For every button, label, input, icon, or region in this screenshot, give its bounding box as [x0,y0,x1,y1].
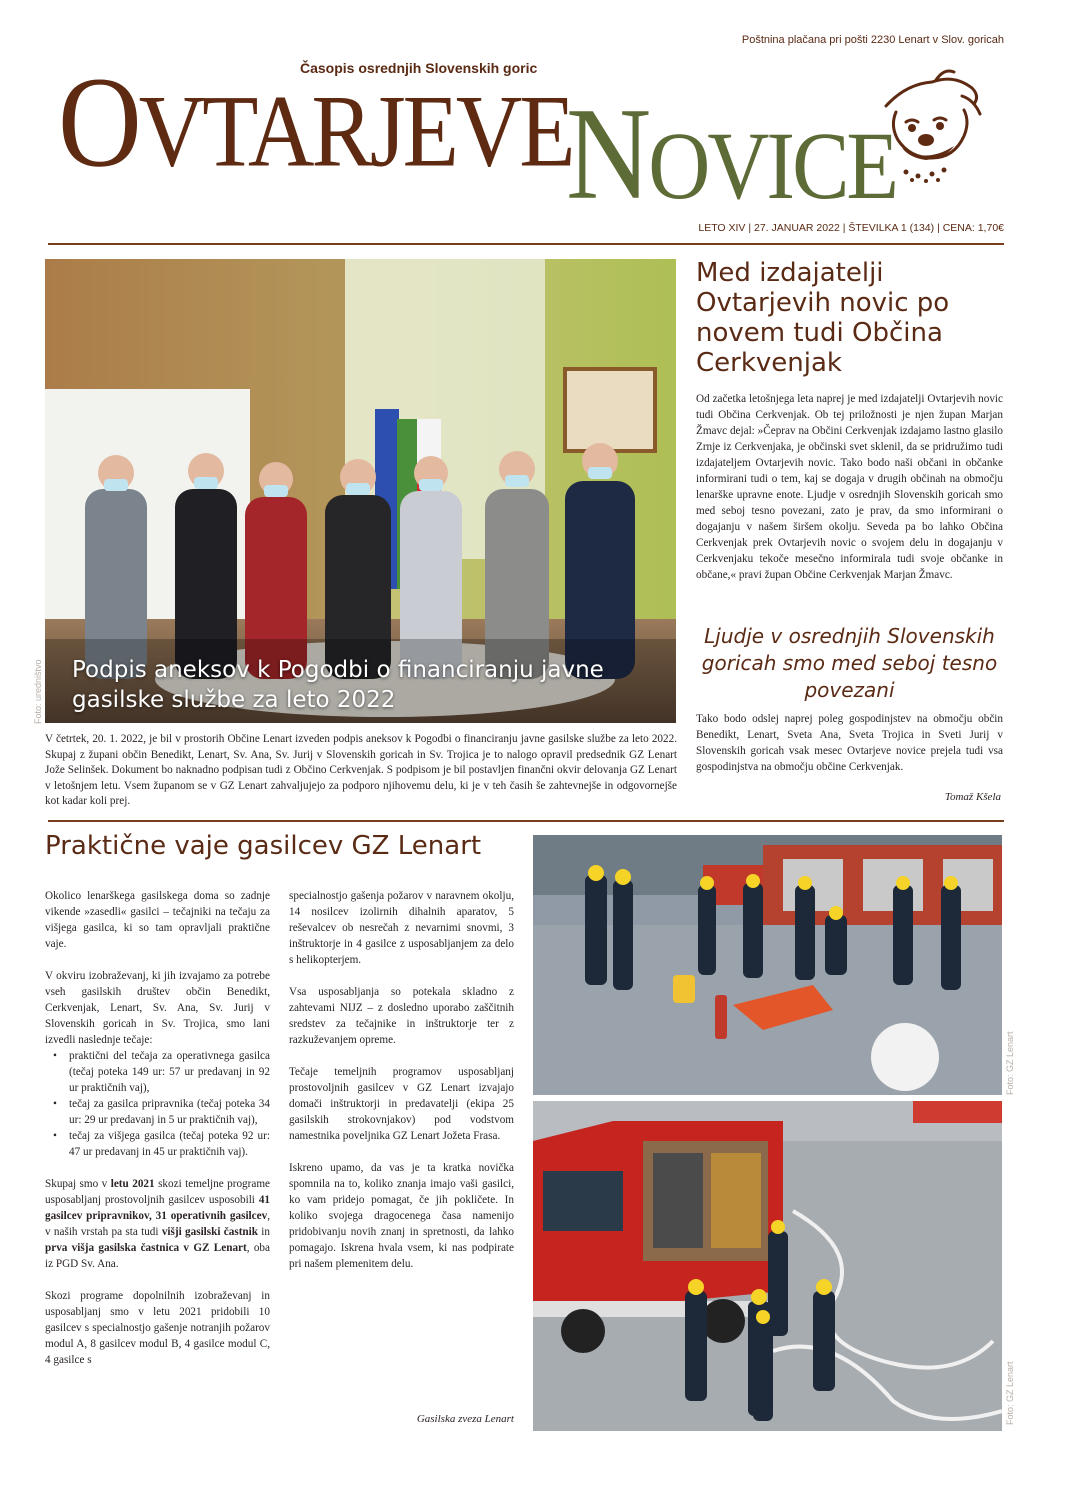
fire-col2-paragraph-2: Vsa usposabljanja so potekala skladno z zahtevami NIJZ – z dosledno uporabo zaščitnih sredstev za tečajnike in inštruktorje ter z razkuževanjem opreme. [289,986,514,1046]
text-run: skozi temeljne programe usposabljanj prostovoljnih gasilcev usposobili [45,1178,271,1206]
list-item: • tečaj za višjega gasilca (tečaj poteka 92 ur: 47 ur predavanj in 45 ur praktičnih vaj). [45,1128,270,1160]
masthead-title-novice [566,80,896,227]
fire-truck-photo [533,1101,1002,1431]
training-photo-credit: Foto: GZ Lenart [1005,1031,1015,1095]
signing-photo [45,259,676,723]
fire-story-column-1 [45,888,270,1384]
fire-story-author: Gasilska zveza Lenart [416,1413,514,1425]
text-run: , v naših vrstah pa sta tudi [45,1210,270,1238]
firefighters-training-icon [533,835,1002,1095]
text-run: in [257,1226,270,1238]
pull-quote: Ljudje v osrednjih Slovenskih goricah smo med seboj tesno povezani [701,624,998,702]
text-run: Skupaj smo v [45,1178,111,1190]
masthead-title-ovtarjeve [58,51,573,195]
fire-story-headline: Praktične vaje gasilcev GZ Lenart [45,831,482,861]
fire-truck-icon [533,1101,1002,1431]
title-rest-ovice: OVICE [648,111,896,220]
course-list [45,1048,270,1160]
list-item: • praktični del tečaja za operativnega gasilca (tečaj poteka 149 ur: 57 ur predavanj in 92 ur praktičnih vaj), [45,1048,270,1096]
text-run-bold: višji gasilski častnik [161,1226,258,1238]
fire-col1-paragraph-2: V okviru izobraževanj, ki jih izvajamo za potrebe vseh gasilskih društev občin Benedikt, Cerkvenjak, Lenart, Sv. Ana, Sv. Jurij v Slovenskih goricah in Sv. Trojica, smo lani izvedli naslednje tečaje: [45,970,270,1046]
fire-story-column-2 [289,888,514,1288]
text-run: , oba iz PGD Sv. Ana. [45,1242,270,1270]
masthead-subtitle: Časopis osrednjih Slovenskih goric [300,60,538,76]
fire-col1-paragraph-3 [45,1176,270,1272]
photo-caption: Podpis aneksov k Pogodbi o financiranju javne gasilske službe za leto 2022 [72,657,604,713]
fire-col1-paragraph-4: Skozi programe dopolnilnih izobraževanj in usposabljanj smo v letu 2021 pridobili 10 gasilcev s specialnostjo gašenje notranjih požarov modul A, 8 gasilcev modul B, 4 gasilce modul C, 4 gasilce s [45,1290,270,1366]
section-divider [48,820,1004,822]
side-story-body: Od začetka letošnjega leta naprej je med izdajatelji Ovtarjevih novic tudi Občina Cerkvenjak. Ob tej priložnosti je njen župan Marjan Žmavc dejal: »Čeprav na Občini Cerkvenjak izdajamo lastno glasilo Zrnje iz Cerkvenjaka, je občinski svet sklenil, da se pridružimo tudi izdajateljem Ovtarjevih novic. Tako bodo naši občani in občanke informirani tudi o tem, kaj se dogaja v drugih občinah na območju lenarške upravne enote. Ljudje v osrednjih Slovenskih goricah smo med seboj tesno povezani, zato je prav, da smo informirani o dogajanju v našem širšem okolju. Seveda pa bo lahko Občina Cerkvenjak prek Ovtarjevih novic o svojem delu in dogajanju v Cerkvenjaku tekoče mesečno informirala tudi svoje občanke in občane,« pravi župan Občine Cerkvenjak Marjan Žmavc. [696,393,1003,581]
fire-col2-paragraph-1: specialnostjo gašenja požarov v naravnem okolju, 14 nosilcev izolirnih dihalnih aparatov, 5 reševalcev ob nesrečah z nevarnimi snovmi, 3 inštruktorje in 4 gasilce z usposabljanjem za delo s helikopterjem. [289,890,514,966]
side-story-author: Tomaž Kšela [944,791,1001,803]
issue-info: LETO XIV | 27. JANUAR 2022 | ŠTEVILKA 1 (134) | CENA: 1,70€ [698,222,1004,234]
side-story-headline: Med izdajatelji Ovtarjevih novic po novem tudi Občina Cerkvenjak [696,258,950,378]
title-initial-o: O [58,51,139,195]
farmer-face-icon [876,66,988,184]
title-initial-n: N [566,80,649,227]
training-photo [533,835,1002,1095]
postage-note: Poštnina plačana pri pošti 2230 Lenart v Slov. goricah [741,34,1004,46]
text-run-bold: letu 2021 [110,1178,155,1190]
text-run-bold: 41 gasilcev pripravnikov, 31 operativnih gasilcev [45,1194,270,1222]
fire-col1-paragraph-1: Okolico lenarškega gasilskega doma so zadnje vikende »zasedli« gasilci – tečajniki na tečaju za višjega gasilca, ki so tam opravljali praktične vaje. [45,890,270,950]
list-item: • tečaj za gasilca pripravnika (tečaj poteka 34 ur: 29 ur predavanj in 5 ur praktičnih vaj), [45,1096,270,1128]
title-rest-vtarjeve: VTARJEVE [138,73,573,188]
masthead-divider [48,243,1004,245]
fire-col2-paragraph-3: Tečaje temeljnih programov usposabljanj prostovoljnih gasilcev v GZ Lenart izvajajo domači inštruktorji in predavatelji (ekipa 25 gasilskih strokovnjakov) pod vodstvom namestnika poveljnika GZ Lenart Jožeta Frasa. [289,1066,514,1142]
truck-photo-credit: Foto: GZ Lenart [1005,1361,1015,1425]
group-photo-meeting-icon [45,259,676,723]
fire-col2-paragraph-4: Iskreno upamo, da vas je ta kratka novička spomnila na to, koliko znanja imajo vaši gasilci, ko vam pridejo pomagat, če jih pokličete. In koliko svojega dragocenega časa namenijo pridobivanju novih znanj in spretnosti, da lahko pomagajo. Iskrena hvala vsem, ki nas podpirate pri našem plemenitem delu. [289,1162,514,1270]
side-story-body-2: Tako bodo odslej naprej poleg gospodinjstev na območju občin Benedikt, Lenart, Sveta Ana, Sveta Trojica in Sveti Jurij v Slovenskih goricah vsak mesec Ovtarjeve novice prejela tudi vsa gospodinjstva na območju občine Cerkvenjak. [696,713,1003,773]
text-run-bold: prva višja gasilska častnica v GZ Lenart [45,1242,247,1254]
photo-credit: Foto: uredništvo [33,659,43,724]
top-story-body: V četrtek, 20. 1. 2022, je bil v prostorih Občine Lenart izveden podpis aneksov k Pogodbi o financiranju javne gasilske službe za leto 2022. Skupaj z župani občin Benedikt, Lenart, Sv. Ana, Sv. Jurij v Slovenskih goricah in Sv. Trojica je to nalogo opravil predsednik GZ Lenart Jože Selinšek. Dokument bo naknadno podpisan tudi z Občino Cerkvenjak. S podpisom je bil postavljen finančni okvir delovanja GZ Lenart v letošnjem letu. Vsem županom se v GZ Lenart zahvaljujejo za podporo njihovemu delu, ki je v teh časih še zahtevnejše in odgovornejše kot kadar koli prej. [45,733,677,808]
